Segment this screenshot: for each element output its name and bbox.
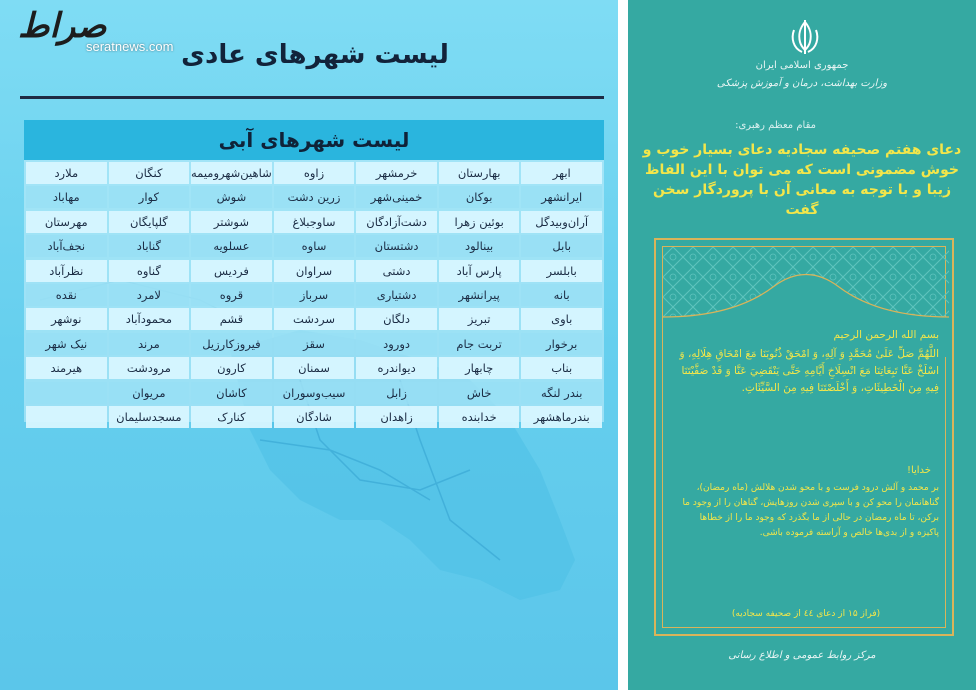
city-cell: لامرد: [109, 284, 190, 306]
city-cell: دشتیاری: [356, 284, 437, 306]
city-cell: سردشت: [274, 308, 355, 330]
city-cell: مهرستان: [26, 211, 107, 233]
city-cell: شادگان: [274, 406, 355, 428]
city-cell: کارون: [191, 357, 272, 379]
city-cell: فیروزکارزیل: [191, 333, 272, 355]
city-cell: نظرآباد: [26, 260, 107, 282]
title-divider: [20, 96, 604, 99]
city-cell: مرودشت: [109, 357, 190, 379]
city-grid: [26, 162, 602, 430]
city-cell: سراوان: [274, 260, 355, 282]
city-cell: کوار: [109, 186, 190, 208]
city-cell: نوشهر: [26, 308, 107, 330]
city-cell: برخوار: [521, 333, 602, 355]
city-cell: پارس آباد: [439, 260, 520, 282]
city-cell: گناباد: [109, 235, 190, 257]
city-cell: هیرمند: [26, 357, 107, 379]
city-cell: خاش: [439, 382, 520, 404]
city-cell: دلگان: [356, 308, 437, 330]
city-cell: کنگان: [109, 162, 190, 184]
city-cell: ابهر: [521, 162, 602, 184]
city-cell: سرباز: [274, 284, 355, 306]
city-cell: بوئین زهرا: [439, 211, 520, 233]
iran-emblem-icon: [788, 18, 822, 58]
city-cell: گناوه: [109, 260, 190, 282]
city-cell: ایرانشهر: [521, 186, 602, 208]
table-title: لیست شهرهای آبی: [24, 120, 604, 160]
city-cell: عسلویه: [191, 235, 272, 257]
page-title: لیست شهرهای عادی: [181, 40, 449, 70]
city-cell: قشم: [191, 308, 272, 330]
city-cell: خرمشهر: [356, 162, 437, 184]
blue-cities-table: [24, 120, 604, 422]
watermark: [18, 6, 174, 64]
city-cell: ساوجبلاغ: [274, 211, 355, 233]
city-cell: سیب‌وسوران: [274, 382, 355, 404]
city-cell: دشت‌آزادگان: [356, 211, 437, 233]
watermark-site: seratnews.com: [86, 39, 174, 54]
city-cell: [26, 382, 107, 404]
watermark-logo: صراط: [18, 6, 107, 46]
city-cell: سقز: [274, 333, 355, 355]
prayer-heading: بسم الله الرحمن الرحیم: [833, 329, 939, 341]
prayer-body: اللَّهُمَّ صَلِّ عَلَىٰ مُحَمَّدٍ وَ آلِهِ، وَ امْحَقْ ذُنُوبَنَا مَعَ امْحَاقِ هِلَالِهِ، وَ اسْلَخْ عَنَّا تَبِعَاتِنَا مَعَ انْسِلَاخِ أَيَّامِهِ حَتَّى يَنْقَضِيَ عَنَّا وَ قَدْ صَفَّيْتَنَا فِيهِ مِنَ الْخَطِيئَاتِ، وَ أَخْلَصْتَنَا فِيهِ مِنَ السَّيِّئَاتِ.: [679, 348, 939, 394]
city-cell: سمنان: [274, 357, 355, 379]
city-cell: زاوه: [274, 162, 355, 184]
city-cell: مریوان: [109, 382, 190, 404]
city-cell: محمودآباد: [109, 308, 190, 330]
city-cell: فردیس: [191, 260, 272, 282]
ministry-name: وزارت بهداشت، درمان و آموزش پزشکی: [716, 78, 888, 89]
city-cell: خمینی‌شهر: [356, 186, 437, 208]
city-cell: زاهدان: [356, 406, 437, 428]
city-cell: بابلسر: [521, 260, 602, 282]
translation-text: بر محمد و آلش درود فرست و با محو شدن هلالش (ماه رمضان)، گناهانمان را محو کن و با سپری شدن روزهایش، گناهان را از وجود ما برکن، تا ماه رمضان در حالی از ما بگذرد که وجود ما را از خطاها پاکیزه و از بدی‌ها خالص و آراسته فرموده باشی.: [682, 483, 939, 538]
city-cell: دیواندره: [356, 357, 437, 379]
city-cell: مسجدسلیمان: [109, 406, 190, 428]
city-cell: زابل: [356, 382, 437, 404]
city-cell: بندر لنگه: [521, 382, 602, 404]
city-cell: خدابنده: [439, 406, 520, 428]
city-cell: نقده: [26, 284, 107, 306]
city-cell: بینالود: [439, 235, 520, 257]
city-cell: ملارد: [26, 162, 107, 184]
city-cell: دشتی: [356, 260, 437, 282]
city-cell: شوش: [191, 186, 272, 208]
prayer-frame: [654, 238, 954, 636]
footer-credit: مرکز روابط عمومی و اطلاع رسانی: [728, 650, 876, 661]
city-cell: زرین دشت: [274, 186, 355, 208]
city-cell: مهاباد: [26, 186, 107, 208]
leader-quote: دعای هفتم صحیفه سجادیه دعای بسیار خوب و خوش مضمونی است که می توان با این الفاظ زیبا و با توجه به معانی آن با پروردگار سخن گفت: [642, 142, 962, 218]
city-cell: آران‌وبیدگل: [521, 211, 602, 233]
city-cell: دشتستان: [356, 235, 437, 257]
city-cell: بوکان: [439, 186, 520, 208]
government-name: جمهوری اسلامی ایران: [755, 60, 849, 71]
city-cell: بابل: [521, 235, 602, 257]
city-cell: چابهار: [439, 357, 520, 379]
city-cell: مرند: [109, 333, 190, 355]
city-cell: گلپایگان: [109, 211, 190, 233]
city-cell: ساوه: [274, 235, 355, 257]
prayer-text: [677, 327, 939, 397]
prayer-source: (فراز ۱۵ از دعای ٤٤ از صحیفه سجادیه): [731, 609, 881, 619]
prayer-frame-inner: [662, 246, 946, 628]
city-cell: پیرانشهر: [439, 284, 520, 306]
city-cell: تبریز: [439, 308, 520, 330]
city-cell: تربت جام: [439, 333, 520, 355]
leader-label: مقام معظم رهبری:: [735, 120, 816, 131]
right-panel: [628, 0, 976, 690]
city-cell: بندرماهشهر: [521, 406, 602, 428]
city-cell: بانه: [521, 284, 602, 306]
city-cell: کنارک: [191, 406, 272, 428]
city-cell: کاشان: [191, 382, 272, 404]
city-cell: دورود: [356, 333, 437, 355]
city-cell: باوی: [521, 308, 602, 330]
city-cell: شوشتر: [191, 211, 272, 233]
city-cell: شاهین‌شهرومیمه: [191, 162, 272, 184]
city-cell: قروه: [191, 284, 272, 306]
city-cell: نجف‌آباد: [26, 235, 107, 257]
city-cell: بناب: [521, 357, 602, 379]
city-cell: بهارستان: [439, 162, 520, 184]
city-cell: [26, 406, 107, 428]
translation-heading: خدایا!: [906, 465, 931, 476]
city-cell: نیک شهر: [26, 333, 107, 355]
